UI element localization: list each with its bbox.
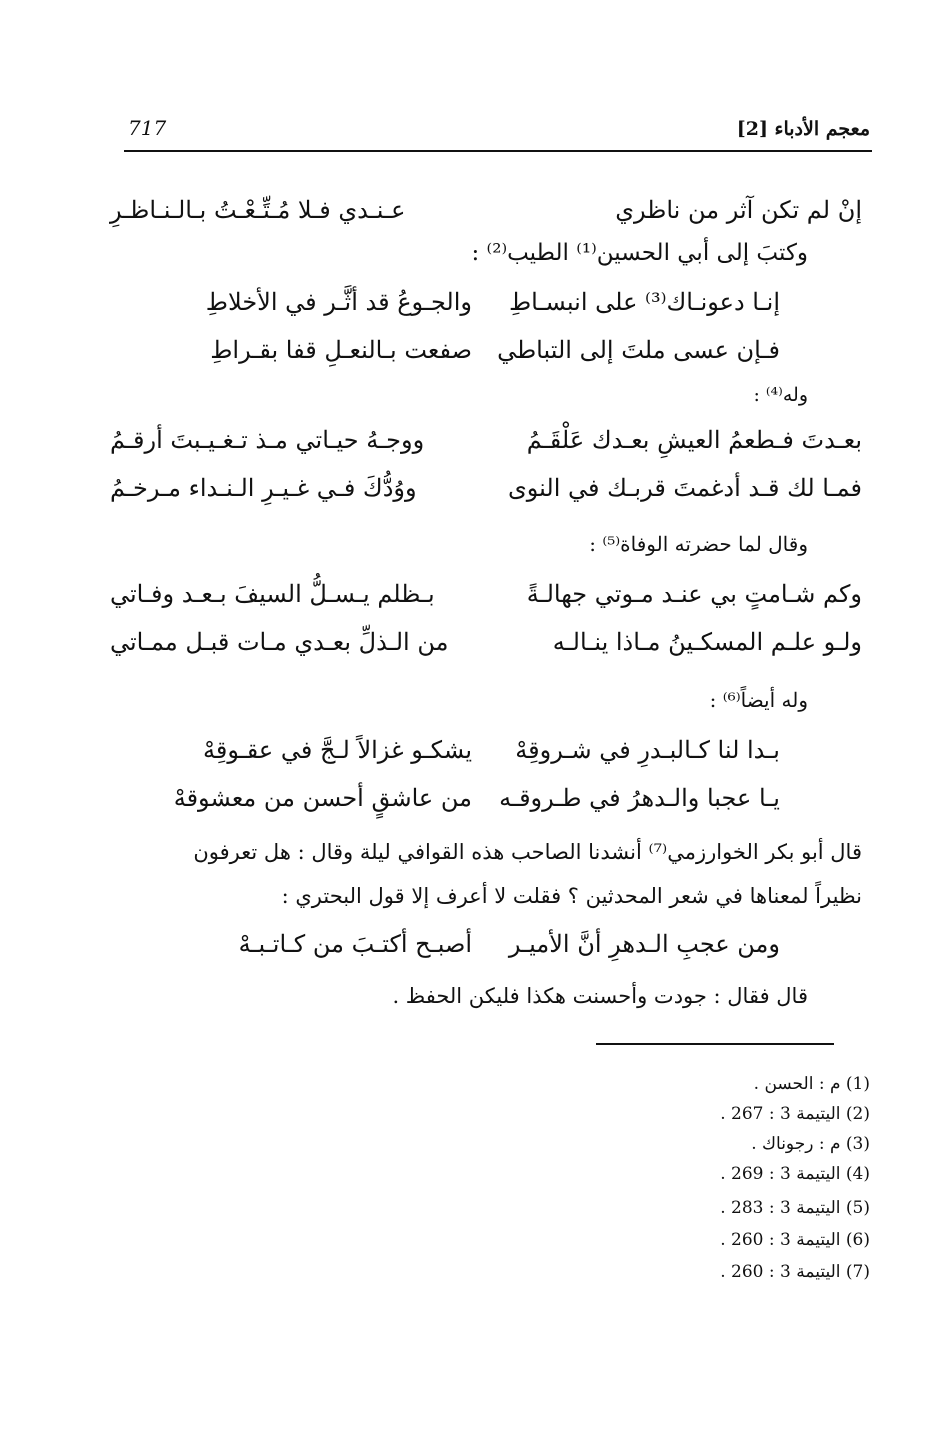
verse-1-second-hemistich: عـنـدي فـلا مُـتِّـعْـتُ بـالـنـاظـرِ	[110, 196, 406, 224]
prose-line-1: قال أبو بكر الخوارزمي⁽⁷⁾ أنشدنا الصاحب هذه القوافي ليلة وقال : هل تعرفون	[193, 840, 862, 864]
verse-5b-second-hemistich: من عاشقٍ أحسن من معشوقهْ	[173, 784, 472, 812]
intro-line-3: وقال لما حضرته الوفاة⁽⁵⁾ :	[589, 532, 808, 556]
verse-5a-first-hemistich: بـدا لنا كـالبـدرِ في شـروقِهْ	[515, 736, 780, 764]
footnote-5: (5) اليتيمة 3 : 283 .	[720, 1198, 870, 1218]
footnote-divider	[596, 1043, 834, 1045]
intro-line-2: وله⁽⁴⁾ :	[753, 384, 808, 406]
prose-line-3: قال فقال : جودت وأحسنت هكذا فليكن الحفظ .	[392, 984, 808, 1008]
intro-line-4: وله أيضاً⁽⁶⁾ :	[709, 688, 808, 712]
intro-line-1: وكتبَ إلى أبي الحسين⁽¹⁾ الطيب⁽²⁾ :	[471, 240, 808, 266]
prose-line-2: نظيراً لمعناها في شعر المحدثين ؟ فقلت لا أعرف إلا قول البحتري :	[281, 884, 862, 908]
verse-6-second-hemistich: أصبـح أكتـبَ من كـاتـبـهْ	[238, 930, 472, 958]
verse-4a-second-hemistich: بـظلم يـسـلُّ السيفَ بـعـد وفـاتي	[110, 580, 435, 608]
verse-3b-first-hemistich: فمـا لك قـد أدغمتَ قربـك في النوى	[508, 474, 862, 502]
verse-4a-first-hemistich: وكم شـامتٍ بي عنـد مـوتي جهالـةً	[526, 580, 862, 608]
verse-6-first-hemistich: ومن عجبِ الـدهرِ أنَّ الأميـر	[508, 930, 780, 958]
footnote-6: (6) اليتيمة 3 : 260 .	[720, 1230, 870, 1250]
footnote-1: (1) م : الحسن .	[753, 1074, 870, 1094]
verse-2b-first-hemistich: فـإن عسى ملتَ إلى التباطي	[497, 336, 780, 364]
running-header-title: معجم الأدباء [2]	[736, 118, 870, 140]
verse-1-first-hemistich: إنْ لم تكن آثر من ناظري	[615, 196, 862, 224]
verse-2b-second-hemistich: صفعت بـالنعـلِ قفا بقـراطِ	[210, 336, 472, 364]
verse-5b-first-hemistich: يـا عجبا والـدهرُ في طـروقـه	[499, 784, 780, 812]
footnote-4: (4) اليتيمة 3 : 269 .	[720, 1164, 870, 1184]
verse-4b-first-hemistich: ولـو علـم المسكـينُ مـاذا ينـالـه	[552, 628, 862, 656]
verse-5a-second-hemistich: يشكـو غزالاً لـجَّ في عقـوقِهْ	[203, 736, 472, 764]
footnote-2: (2) اليتيمة 3 : 267 .	[720, 1104, 870, 1124]
verse-3a-second-hemistich: ووجـهُ حيـاتي مـذ تـغـيـبتَ أرقـمُ	[110, 426, 425, 454]
footnote-7: (7) اليتيمة 3 : 260 .	[720, 1262, 870, 1282]
verse-3a-first-hemistich: بعـدتَ فـطعمُ العيشِ بعـدك عَلْقَـمُ	[526, 426, 862, 454]
page-number: 717	[128, 116, 167, 140]
verse-4b-second-hemistich: من الـذلِّ بعـدي مـات قبـل ممـاتي	[110, 628, 449, 656]
header-divider	[124, 150, 872, 152]
verse-3b-second-hemistich: ووُدُّكَ فـي غـيـرِ الـنـداء مـرخـمُ	[110, 474, 417, 502]
verse-2a-second-hemistich: والجـوعُ قد أثَّـر في الأخلاطِ	[205, 288, 472, 316]
verse-2a-first-hemistich: إنـا دعونـاك⁽³⁾ على انبسـاطِ	[508, 288, 780, 316]
footnote-3: (3) م : رجوناك .	[751, 1134, 870, 1154]
